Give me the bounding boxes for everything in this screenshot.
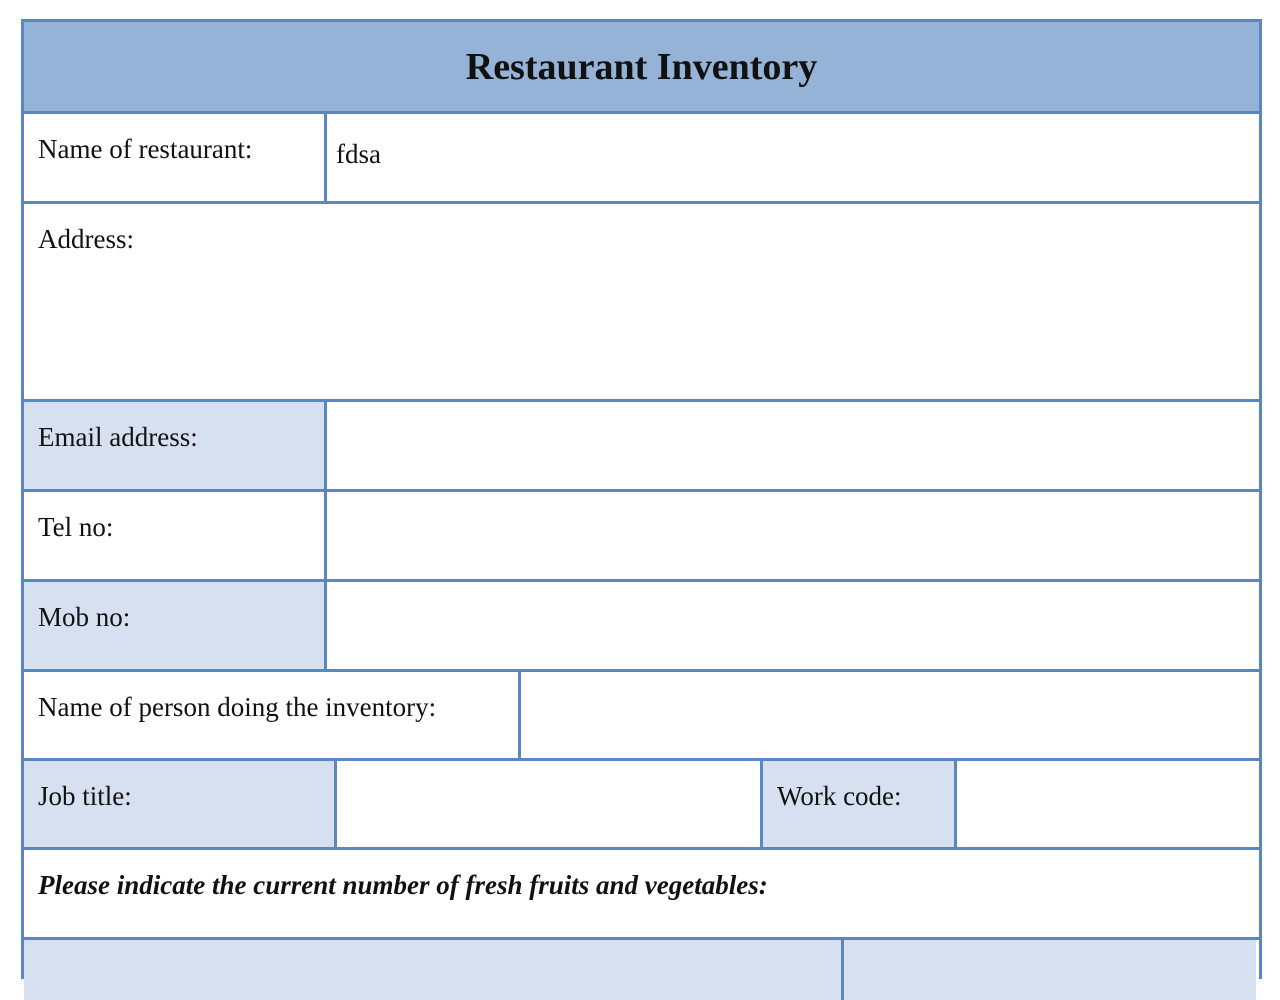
email-label-cell (24, 402, 324, 489)
mob-row (24, 582, 1259, 672)
produce-header-col-2 (841, 940, 1256, 1000)
person-label: Name of person doing the inventory: (38, 692, 437, 722)
instruction-row (24, 850, 1259, 940)
restaurant-name-row (24, 114, 1259, 204)
person-field[interactable] (518, 672, 1259, 758)
instruction-cell (24, 850, 1259, 937)
job-title-field[interactable] (334, 761, 760, 847)
person-row (24, 672, 1259, 761)
form-title: Restaurant Inventory (465, 45, 818, 88)
address-label: Address: (38, 224, 134, 254)
form-header (24, 22, 1259, 114)
mob-label-cell (24, 582, 324, 669)
tel-field[interactable] (324, 492, 1259, 579)
restaurant-name-field[interactable] (324, 114, 1259, 201)
produce-table-header (24, 940, 1259, 1000)
address-field[interactable] (24, 204, 1259, 399)
inventory-form (21, 19, 1262, 979)
mob-field[interactable] (324, 582, 1259, 669)
work-code-label: Work code: (777, 781, 902, 811)
restaurant-name-label-cell (24, 114, 324, 201)
email-label: Email address: (38, 422, 198, 452)
produce-header-col-1 (24, 940, 841, 1000)
address-row (24, 204, 1259, 402)
mob-label: Mob no: (38, 602, 131, 632)
email-field[interactable] (324, 402, 1259, 489)
job-title-label: Job title: (38, 781, 132, 811)
restaurant-name-value: fdsa (336, 139, 381, 169)
email-row (24, 402, 1259, 492)
work-code-label-cell (760, 761, 954, 847)
instruction-text: Please indicate the current number of fresh fruits and vegetables: (38, 870, 768, 900)
work-code-field[interactable] (954, 761, 1259, 847)
restaurant-name-label: Name of restaurant: (38, 134, 253, 164)
tel-row (24, 492, 1259, 582)
person-label-cell (24, 672, 518, 758)
job-title-label-cell (24, 761, 334, 847)
job-row (24, 761, 1259, 850)
tel-label-cell (24, 492, 324, 579)
tel-label: Tel no: (38, 512, 114, 542)
